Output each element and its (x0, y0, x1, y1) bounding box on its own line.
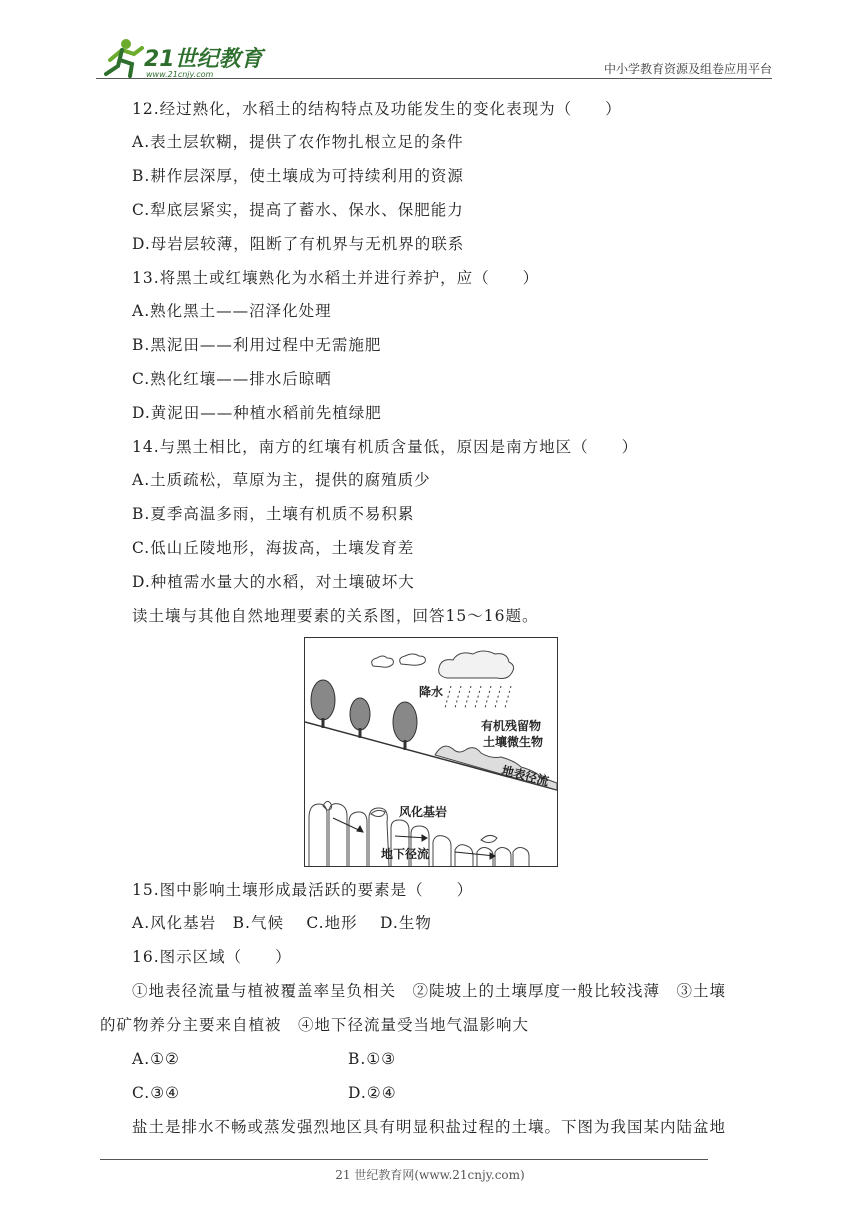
logo-url: www.21cnjy.com (146, 70, 214, 79)
option-16b: B.①③ (348, 1050, 397, 1068)
label-groundwater-runoff: 地下径流 (381, 847, 430, 861)
soil-relationship-diagram (304, 637, 558, 867)
question-14: 14.与黑土相比，南方的红壤有机质含量低，原因是南方地区（ ） (132, 438, 639, 456)
option-12c: C.犁底层紧实，提高了蓄水、保水、保肥能力 (132, 201, 464, 219)
saline-soil-intro: 盐土是排水不畅或蒸发强烈地区具有明显积盐过程的土壤。下图为我国某内陆盆地 (132, 1118, 727, 1136)
option-12b: B.耕作层深厚，使土壤成为可持续利用的资源 (132, 167, 464, 185)
option-12d: D.母岩层较薄，阻断了有机界与无机界的联系 (132, 235, 465, 253)
option-13b: B.黑泥田——利用过程中无需施肥 (132, 336, 382, 354)
question-16: 16.图示区域（ ） (132, 948, 292, 966)
header-divider (96, 78, 772, 79)
option-13d: D.黄泥田——种植水稻前先植绿肥 (132, 404, 382, 422)
option-14d: D.种植需水量大的水稻，对土壤破坏大 (132, 573, 415, 591)
tree-icon (311, 680, 417, 750)
label-rain: 降水 (419, 685, 444, 699)
question-15: 15.图中影响土壤形成最活跃的要素是（ ） (132, 881, 474, 899)
cloud-icon (372, 651, 514, 679)
option-13a: A.熟化黑土——沼泽化处理 (132, 302, 332, 320)
option-14b: B.夏季高温多雨，土壤有机质不易积累 (132, 505, 415, 523)
runner-logo-icon (106, 39, 142, 76)
question-13: 13.将黑土或红壤熟化为水稻土并进行养护，应（ ） (132, 269, 540, 287)
label-soil-microbes: 土壤微生物 (483, 735, 544, 749)
rain-icon (445, 686, 511, 708)
footer-divider (100, 1159, 708, 1160)
label-surface-runoff: 地表径流 (500, 763, 551, 789)
option-14c: C.低山丘陵地形，海拔高，土壤发育差 (132, 539, 415, 557)
statements-16-line2: 的矿物养分主要来自植被 ④地下径流量受当地气温影响大 (100, 1016, 530, 1034)
footer-text: 21 世纪教育网(www.21cnjy.com) (335, 1168, 525, 1182)
option-12a: A.表土层软糊，提供了农作物扎根立足的条件 (132, 133, 464, 151)
options-15: A.风化基岩 B.气候 C.地形 D.生物 (132, 914, 432, 932)
logo-text: 21世纪教育 (144, 47, 263, 72)
option-16a: A.①② (132, 1050, 180, 1068)
option-16d: D.②④ (348, 1084, 397, 1102)
figure-intro: 读土壤与其他自然地理要素的关系图，回答15～16题。 (132, 607, 539, 625)
statements-16-line1: ①地表径流量与植被覆盖率呈负相关 ②陡坡上的土壤厚度一般比较浅薄 ③土壤 (132, 982, 727, 1000)
label-organic-residue: 有机残留物 (481, 719, 542, 733)
platform-name: 中小学教育资源及组卷应用平台 (603, 62, 772, 76)
label-weathered-bedrock: 风化基岩 (399, 805, 448, 819)
site-logo (96, 36, 266, 80)
option-14a: A.土质疏松，草原为主，提供的腐殖质少 (132, 471, 431, 489)
option-13c: C.熟化红壤——排水后晾晒 (132, 370, 332, 388)
question-12: 12.经过熟化，水稻土的结构特点及功能发生的变化表现为（ ） (132, 100, 622, 118)
option-16c: C.③④ (132, 1084, 181, 1102)
